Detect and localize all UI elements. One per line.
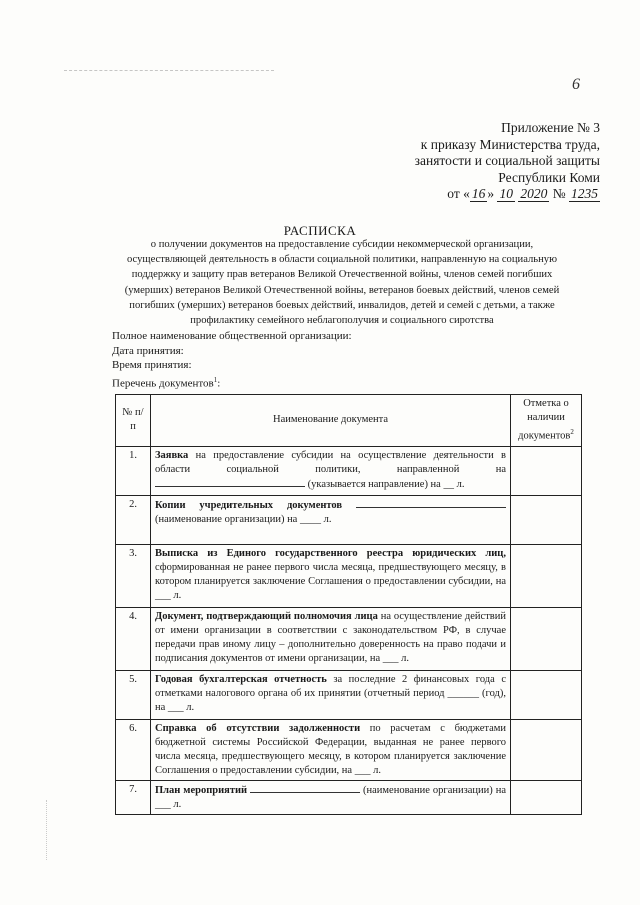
- table-row: [116, 780, 582, 814]
- field-doc-list: [112, 373, 532, 391]
- blank-line: [155, 477, 305, 487]
- appendix-line-4: Республики Коми: [498, 169, 600, 185]
- scan-artifact-dots: [46, 800, 50, 860]
- row-doc-tail: (наименование организации) на ___ л.: [155, 784, 506, 810]
- header-name: Наименование документа: [151, 395, 511, 447]
- row-description: [151, 780, 511, 814]
- number-prefix: №: [549, 186, 569, 201]
- table-row: [116, 544, 582, 607]
- table-row: [116, 670, 582, 719]
- appendix-line-1: Приложение № 3: [501, 120, 600, 135]
- row-number: 7.: [116, 780, 151, 814]
- row-description: [151, 607, 511, 670]
- document-subtitle: о получении документов на предоставление субсидии некоммерческой организации, осуществляющей деятельность в области социальной политики, направленную на социальную поддержку и защиту прав ветеранов Великой Отечественной войны, членов семей погибших (умерших) ветеранов Великой Отечественной войны, ветеранов боевых действий, членов семей погибших (умерших) ветеранов боевых действий, инвалидов, детей и семей с детьми, а также профилактику семейного неблагополучия и социального сиротства: [124, 239, 560, 327]
- row-number: 5.: [116, 670, 151, 719]
- table-row: [116, 607, 582, 670]
- table-row: [116, 719, 582, 780]
- row-mark-cell: [511, 495, 582, 544]
- row-doc-title: Справка об отсутствии задолженности: [155, 722, 361, 734]
- appendix-line-3: занятости и социальной защиты: [414, 153, 600, 168]
- scan-artifact-line: [64, 70, 274, 72]
- row-mark-cell: [511, 670, 582, 719]
- table-header-row: [116, 395, 582, 447]
- row-doc-title: Выписка из Единого государственного реестра юридических лиц,: [155, 547, 506, 559]
- row-mark-cell: [511, 719, 582, 780]
- row-description: [151, 719, 511, 780]
- handwritten-year: 2020: [520, 186, 548, 201]
- row-doc-text: на предоставление субсидии на осуществление деятельности в области социальной политики, направленной на: [155, 449, 506, 475]
- row-doc-title: План мероприятий: [155, 784, 248, 796]
- table-row: [116, 446, 582, 495]
- row-description: [151, 495, 511, 544]
- footnote-marker-2: 2: [570, 428, 574, 436]
- row-mark-cell: [511, 780, 582, 814]
- row-number: 2.: [116, 495, 151, 544]
- row-doc-tail: (указывается направление) на __ л.: [305, 478, 465, 490]
- appendix-header: [340, 120, 600, 203]
- page-number: 6: [572, 76, 580, 93]
- date-mid: »: [487, 186, 498, 201]
- row-number: 3.: [116, 544, 151, 607]
- document-title: РАСПИСКА: [283, 223, 357, 238]
- field-org-name: Полное наименование общественной организации:: [112, 330, 352, 342]
- field-doc-list-colon: :: [217, 377, 221, 390]
- row-mark-cell: [511, 544, 582, 607]
- appendix-line-2: к приказу Министерства труда,: [420, 136, 600, 152]
- header-mark: [511, 395, 582, 447]
- form-fields: [112, 329, 532, 391]
- row-doc-title: Заявка: [155, 449, 189, 461]
- handwritten-month: 10: [499, 186, 513, 201]
- row-doc-tail: (наименование организации) на ____ л.: [155, 513, 332, 525]
- documents-table: [115, 394, 582, 815]
- header-num: № п/п: [116, 395, 151, 447]
- row-mark-cell: [511, 446, 582, 495]
- row-description: [151, 544, 511, 607]
- row-mark-cell: [511, 607, 582, 670]
- handwritten-number: 1235: [571, 186, 598, 201]
- row-doc-text: по расчетам с бюджетами бюджетной системы Российской Федерации, выданная не ранее первого числа месяца, предшествующего месяцу, в котором планируется заключение Соглашения о предоставлении субсидии, на ___ л.: [155, 722, 506, 776]
- footnote-marker-1: 1: [213, 375, 218, 384]
- blank-line: [250, 783, 360, 793]
- appendix-date-line: [340, 186, 600, 203]
- row-doc-title: Копии учредительных документов: [155, 499, 343, 511]
- field-doc-list-label: Перечень документов: [112, 377, 214, 390]
- row-number: 1.: [116, 446, 151, 495]
- field-time: Время принятия:: [112, 359, 192, 371]
- row-doc-title: Документ, подтверждающий полномочия лица: [155, 610, 378, 622]
- row-number: 6.: [116, 719, 151, 780]
- table-row: [116, 495, 582, 544]
- date-prefix: от «: [447, 186, 470, 201]
- row-doc-text: на осуществление действий от имени организации в соответствии с законодательством РФ, в случае передачи прав иному лицу – дополнительно доверенность на право подачи и подписания документов от имени организации, на ___ л.: [155, 610, 506, 664]
- row-doc-text: сформированная не ранее первого числа месяца, предшествующего месяцу, в котором планируется заключение Соглашения о предоставлении субсидии, на ___ л.: [155, 561, 506, 601]
- field-date: Дата принятия:: [112, 344, 184, 357]
- row-description: [151, 446, 511, 495]
- row-number: 4.: [116, 607, 151, 670]
- header-mark-label: Отметка о наличии документов: [518, 398, 571, 442]
- row-doc-text: за последние 2 финансовых года с отметками налогового органа об их принятии (отчетный период ______ (год), на ___ л.: [155, 673, 506, 713]
- handwritten-day: 16: [471, 186, 486, 201]
- row-description: [151, 670, 511, 719]
- row-doc-title: Годовая бухгалтерская отчетность: [155, 673, 327, 685]
- blank-line: [356, 498, 506, 508]
